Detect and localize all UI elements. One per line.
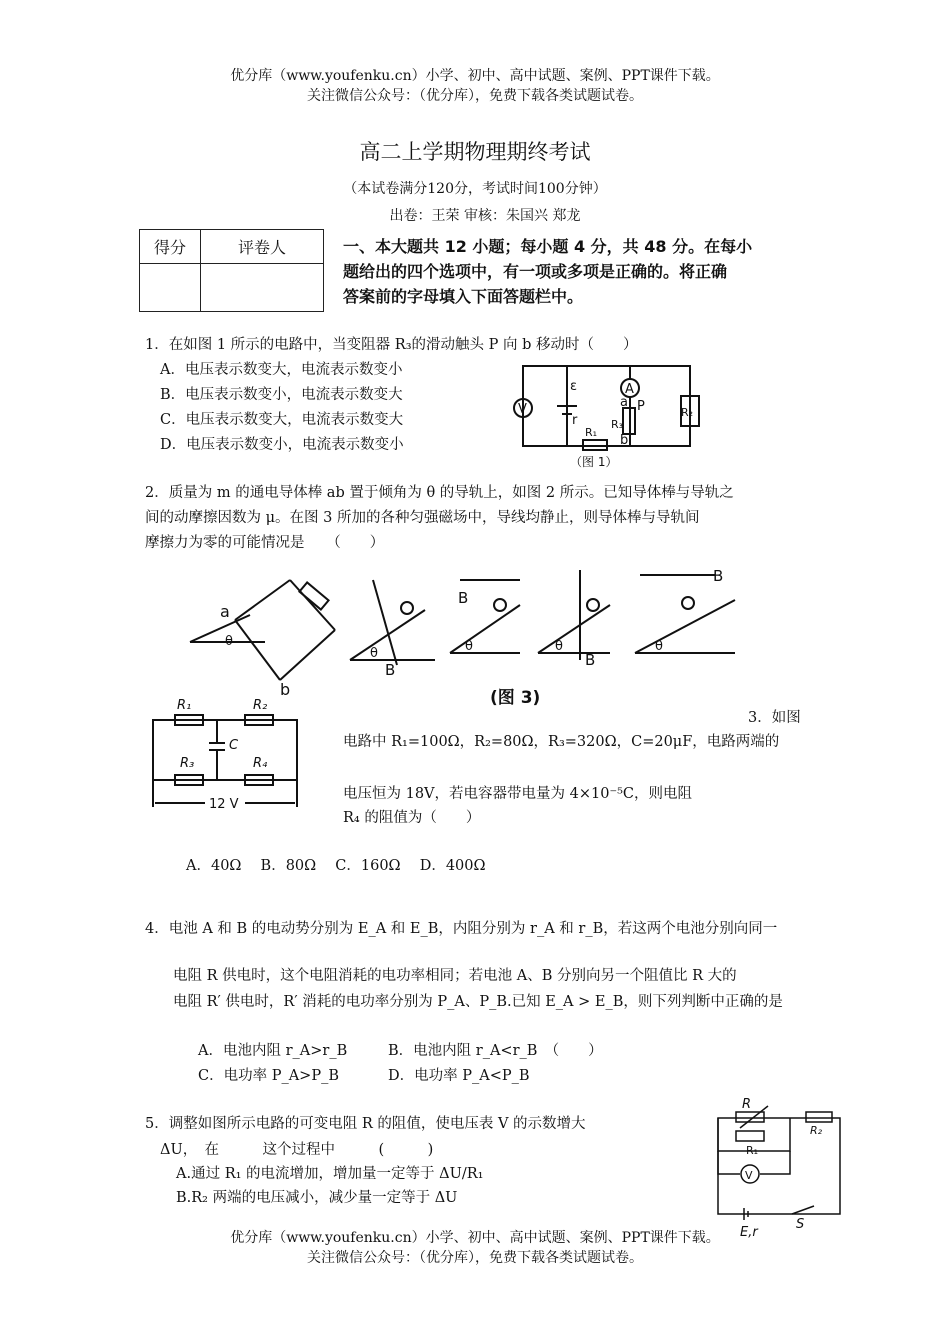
svg-text:R₃: R₃ bbox=[180, 756, 195, 771]
svg-text:a: a bbox=[220, 602, 230, 621]
svg-text:a: a bbox=[620, 395, 628, 410]
exam-authors: 出卷：王荣 审核：朱国兴 郑龙 bbox=[389, 208, 581, 224]
header-line-2: 关注微信公众号：（优分库），免费下载各类试题试卷。 bbox=[307, 88, 643, 104]
svg-text:R₄: R₄ bbox=[253, 756, 268, 771]
grader-cell bbox=[201, 264, 324, 312]
svg-text:B: B bbox=[585, 651, 596, 669]
q1-option-a: A．电压表示数变大，电流表示数变小 bbox=[160, 362, 403, 378]
score-table bbox=[139, 229, 324, 312]
svg-text:θ: θ bbox=[555, 639, 563, 654]
figures-2-3 bbox=[175, 565, 750, 710]
footer-line-1: 优分库（www.youfenku.cn）小学、初中、高中试题、案例、PPT课件下载。 bbox=[230, 1230, 720, 1246]
svg-text:ε: ε bbox=[570, 379, 578, 394]
q5-line-2: ΔU， 在 这个过程中 ( ) bbox=[160, 1142, 434, 1158]
q5-option-a: A.通过 R₁ 的电流增加，增加量一定等于 ΔU/R₁ bbox=[176, 1166, 484, 1182]
grader-header: 评卷人 bbox=[201, 230, 324, 264]
q4-option-d: D．电功率 P_A<P_B bbox=[388, 1068, 530, 1084]
figure-1-circuit bbox=[505, 358, 710, 470]
svg-text:V: V bbox=[745, 1169, 753, 1182]
q2-line-1: 2．质量为 m 的通电导体棒 ab 置于倾角为 θ 的导轨上，如图 2 所示。已知导体棒与导轨之 bbox=[145, 485, 734, 501]
svg-text:V: V bbox=[518, 402, 527, 417]
q3-line-1: 3．如图 bbox=[748, 710, 801, 726]
svg-text:b: b bbox=[620, 433, 629, 448]
q1-option-b: B．电压表示数变小，电流表示数变大 bbox=[160, 387, 403, 403]
q3-line-2: 电路中 R₁=100Ω，R₂=80Ω，R₃=320Ω，C=20μF，电路两端的 bbox=[343, 734, 780, 750]
svg-text:r: r bbox=[572, 413, 578, 428]
section1-line-1: 一、本大题共 12 小题；每小题 4 分，共 48 分。在每小 bbox=[343, 237, 753, 256]
figure-q3-circuit bbox=[145, 695, 310, 813]
svg-text:θ: θ bbox=[655, 639, 663, 654]
q1-option-d: D．电压表示数变小，电流表示数变小 bbox=[160, 437, 404, 453]
svg-text:B: B bbox=[458, 589, 469, 607]
q5-option-b: B.R₂ 两端的电压减小，减少量一定等于 ΔU bbox=[176, 1190, 458, 1206]
svg-text:C: C bbox=[229, 738, 239, 753]
svg-text:R₁: R₁ bbox=[746, 1144, 759, 1157]
svg-text:B: B bbox=[713, 567, 724, 585]
q3-line-3: 电压恒为 18V，若电容器带电量为 4×10⁻⁵C，则电阻 bbox=[343, 786, 693, 802]
svg-text:R: R bbox=[742, 1097, 752, 1112]
score-header: 得分 bbox=[140, 230, 201, 264]
fig3-panel-4 bbox=[635, 567, 735, 654]
q3-line-4: R₄ 的阻值为（ ） bbox=[343, 810, 481, 826]
svg-text:E,r: E,r bbox=[740, 1225, 758, 1240]
q4-line-3: 电阻 R′ 供电时，R′ 消耗的电功率分别为 P_A、P_B.已知 E_A > E_B，则下列判断中正确的是 bbox=[173, 994, 783, 1010]
fig3-panel-3 bbox=[538, 570, 610, 669]
q4-option-a: A．电池内阻 r_A>r_B bbox=[198, 1043, 348, 1059]
svg-text:R₂: R₂ bbox=[810, 1124, 823, 1137]
svg-text:b: b bbox=[280, 680, 291, 699]
q4-line-2: 电阻 R 供电时，这个电阻消耗的电功率相同；若电池 A、B 分别向另一个阻值比 R 大的 bbox=[173, 968, 737, 984]
svg-text:R₁: R₁ bbox=[177, 698, 192, 713]
resistor-r1-icon bbox=[736, 1131, 764, 1141]
svg-text:A: A bbox=[625, 382, 634, 397]
svg-text:θ: θ bbox=[465, 639, 473, 654]
svg-text:P: P bbox=[637, 399, 645, 414]
q1-stem: 1．在如图 1 所示的电路中，当变阻器 R₃的滑动触头 P 向 b 移动时（ ） bbox=[145, 337, 638, 353]
q1-option-c: C．电压表示数变大，电流表示数变大 bbox=[160, 412, 404, 428]
section1-line-3: 答案前的字母填入下面答题栏中。 bbox=[343, 287, 584, 306]
figure-1-label: （图 1） bbox=[570, 455, 618, 469]
svg-text:θ: θ bbox=[370, 646, 378, 661]
svg-text:B: B bbox=[385, 661, 396, 679]
svg-text:θ: θ bbox=[225, 634, 233, 649]
score-cell bbox=[140, 264, 201, 312]
exam-title: 高二上学期物理期终考试 bbox=[359, 140, 591, 164]
fig3-panel-2 bbox=[450, 580, 520, 654]
resistor-r2-icon bbox=[806, 1112, 832, 1122]
header-line-1: 优分库（www.youfenku.cn）小学、初中、高中试题、案例、PPT课件下载。 bbox=[230, 68, 720, 84]
footer-line-2: 关注微信公众号：（优分库），免费下载各类试题试卷。 bbox=[307, 1250, 643, 1266]
q3-options: A．40Ω B．80Ω C．160Ω D．400Ω bbox=[186, 858, 486, 874]
q4-line-1: 4．电池 A 和 B 的电动势分别为 E_A 和 E_B，内阻分别为 r_A 和 r_B，若这两个电池分别向同一 bbox=[145, 921, 778, 937]
figure-3-label: (图 3) bbox=[490, 688, 541, 708]
exam-note: （本试卷满分120分，考试时间100分钟） bbox=[343, 181, 607, 197]
q3-voltage-label: 12 V bbox=[209, 797, 239, 812]
q5-line-1: 5．调整如图所示电路的可变电阻 R 的阻值，使电压表 V 的示数增大 bbox=[145, 1116, 586, 1132]
svg-text:R₁: R₁ bbox=[585, 426, 598, 439]
svg-text:S: S bbox=[796, 1217, 805, 1232]
svg-text:R₃: R₃ bbox=[611, 418, 624, 431]
q2-line-3: 摩擦力为零的可能情况是 （ ） bbox=[145, 535, 385, 551]
svg-text:R₂: R₂ bbox=[681, 406, 694, 419]
q4-option-c: C．电功率 P_A>P_B bbox=[198, 1068, 339, 1084]
q4-option-b: B．电池内阻 r_A<r_B （ ） bbox=[388, 1043, 603, 1059]
fig3-panel-1 bbox=[350, 580, 435, 679]
section1-line-2: 题给出的四个选项中，有一项或多项是正确的。将正确 bbox=[343, 262, 728, 281]
svg-text:R₂: R₂ bbox=[253, 698, 268, 713]
q2-line-2: 间的动摩擦因数为 μ。在图 3 所加的各种匀强磁场中，导线均静止，则导体棒与导轨间 bbox=[145, 510, 700, 526]
figure-q5-circuit bbox=[710, 1096, 850, 1242]
